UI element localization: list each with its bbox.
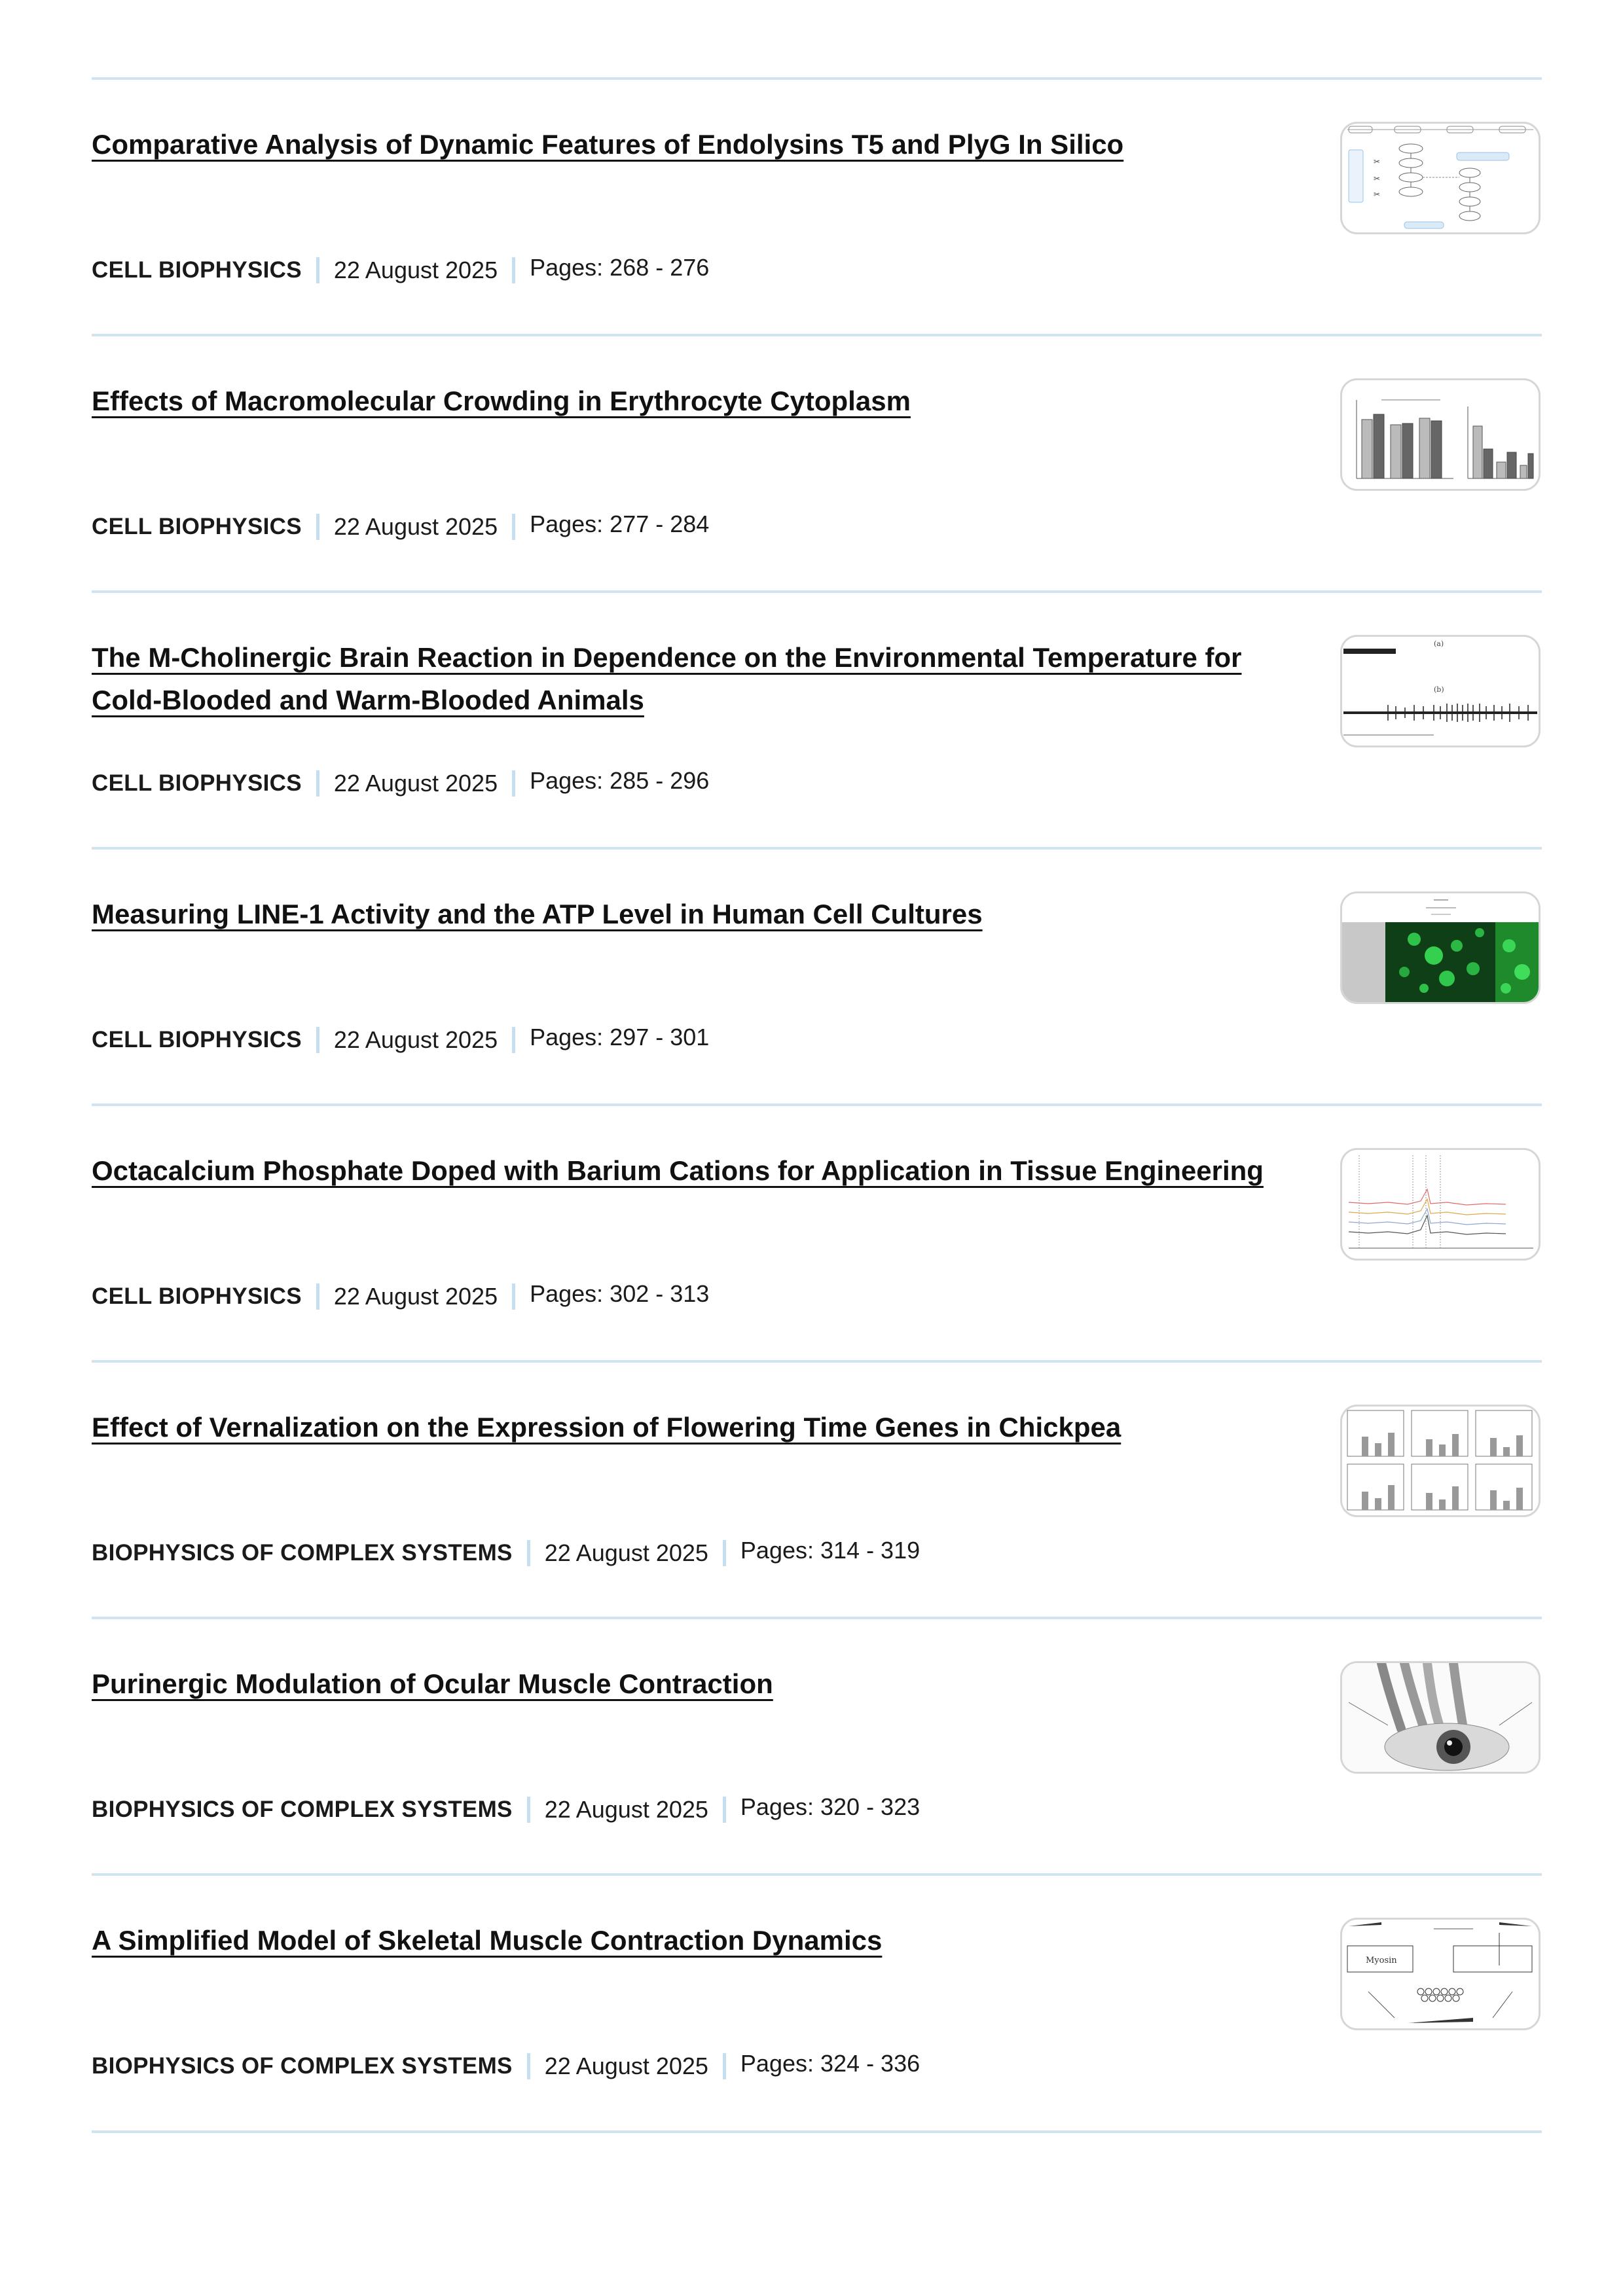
article-meta xyxy=(92,1537,920,1570)
meta-separator xyxy=(527,2053,530,2079)
article-date: 22 August 2025 xyxy=(333,513,498,540)
article-card xyxy=(92,1873,1542,2130)
article-meta xyxy=(92,767,709,800)
meta-separator xyxy=(512,770,515,797)
article-title-link[interactable]: Comparative Analysis of Dynamic Features of Endolysins T5 and PlyG In Silico xyxy=(92,129,1124,160)
article-title-link[interactable]: Octacalcium Phosphate Doped with Barium Cations for Application in Tissue Engineering xyxy=(92,1155,1264,1186)
meta-separator xyxy=(512,257,515,283)
article-section: CELL BIOPHYSICS xyxy=(92,1283,302,1309)
article-pages: Pages: 285 - 296 xyxy=(530,767,710,794)
bar-chart-grid-thumbnail[interactable] xyxy=(1340,1405,1541,1517)
diagram-label: Myosin xyxy=(1366,1956,1397,1965)
xrd-spectrum-thumbnail[interactable] xyxy=(1340,1148,1541,1261)
article-section: BIOPHYSICS OF COMPLEX SYSTEMS xyxy=(92,1540,513,1566)
meta-separator xyxy=(316,257,319,283)
meta-separator xyxy=(527,1797,530,1823)
divider xyxy=(92,2130,1542,2133)
divider xyxy=(92,1103,1542,1106)
article-card xyxy=(92,590,1542,847)
article-pages: Pages: 324 - 336 xyxy=(740,2050,921,2077)
article-title-link[interactable]: Effect of Vernalization on the Expression of Flowering Time Genes in Chickpea xyxy=(92,1412,1122,1443)
meta-separator xyxy=(723,2053,726,2079)
panel-label: (b) xyxy=(1434,685,1444,694)
article-title xyxy=(92,893,1309,935)
svg-text:✂: ✂ xyxy=(1374,190,1381,199)
article-pages: Pages: 302 - 313 xyxy=(530,1280,710,1307)
meta-separator xyxy=(723,1797,726,1823)
meta-separator xyxy=(316,1283,319,1310)
article-section: BIOPHYSICS OF COMPLEX SYSTEMS xyxy=(92,1797,513,1822)
divider xyxy=(92,1617,1542,1619)
article-card xyxy=(92,1617,1542,1873)
divider xyxy=(92,590,1542,593)
meta-separator xyxy=(723,1540,726,1566)
article-section: CELL BIOPHYSICS xyxy=(92,1027,302,1052)
eeg-trace-thumbnail[interactable] xyxy=(1340,635,1541,747)
meta-separator xyxy=(316,770,319,797)
svg-text:✂: ✂ xyxy=(1374,157,1381,166)
meta-separator xyxy=(512,1283,515,1310)
article-pages: Pages: 277 - 284 xyxy=(530,511,710,537)
panel-label: (a) xyxy=(1434,639,1444,648)
article-title xyxy=(92,1406,1309,1448)
article-title-link[interactable]: Measuring LINE-1 Activity and the ATP Level in Human Cell Cultures xyxy=(92,899,983,929)
meta-separator xyxy=(512,514,515,540)
article-meta xyxy=(92,2050,920,2083)
article-date: 22 August 2025 xyxy=(333,1283,498,1310)
article-section: CELL BIOPHYSICS xyxy=(92,257,302,283)
article-date: 22 August 2025 xyxy=(333,770,498,797)
article-pages: Pages: 297 - 301 xyxy=(530,1024,710,1050)
meta-separator xyxy=(316,514,319,540)
article-card xyxy=(92,77,1542,334)
article-date: 22 August 2025 xyxy=(544,1796,708,1823)
fluorescence-microscopy-thumbnail[interactable] xyxy=(1340,891,1541,1004)
divider xyxy=(92,1873,1542,1876)
article-title-link[interactable]: The M-Cholinergic Brain Reaction in Dependence on the Environmental Temperature for Cold-Blooded and Warm-Blooded Animals xyxy=(92,642,1242,715)
article-title-link[interactable]: Purinergic Modulation of Ocular Muscle Contraction xyxy=(92,1668,773,1699)
article-title xyxy=(92,1149,1309,1192)
article-section: CELL BIOPHYSICS xyxy=(92,514,302,539)
article-card xyxy=(92,1360,1542,1617)
muscle-model-diagram-thumbnail[interactable] xyxy=(1340,1918,1541,2030)
article-date: 22 August 2025 xyxy=(333,1026,498,1053)
article-title xyxy=(92,636,1309,721)
article-meta xyxy=(92,1280,709,1313)
svg-text:✂: ✂ xyxy=(1374,174,1381,183)
divider xyxy=(92,77,1542,80)
article-date: 22 August 2025 xyxy=(544,1539,708,1566)
divider xyxy=(92,334,1542,336)
article-section: CELL BIOPHYSICS xyxy=(92,770,302,796)
meta-separator xyxy=(512,1027,515,1053)
bar-chart-thumbnail[interactable] xyxy=(1340,378,1541,491)
divider xyxy=(92,1360,1542,1363)
flow-diagram-thumbnail[interactable] xyxy=(1340,122,1541,234)
article-card xyxy=(92,1103,1542,1360)
article-title xyxy=(92,1919,1309,1962)
article-meta xyxy=(92,254,709,287)
meta-separator xyxy=(527,1540,530,1566)
article-title xyxy=(92,1662,1309,1705)
article-pages: Pages: 314 - 319 xyxy=(740,1537,921,1564)
article-title-link[interactable]: A Simplified Model of Skeletal Muscle Contraction Dynamics xyxy=(92,1925,883,1956)
article-title xyxy=(92,380,1309,422)
article-meta xyxy=(92,1793,920,1826)
article-card xyxy=(92,334,1542,590)
meta-separator xyxy=(316,1027,319,1053)
article-date: 22 August 2025 xyxy=(544,2053,708,2079)
article-date: 22 August 2025 xyxy=(333,257,498,283)
article-meta xyxy=(92,1024,709,1056)
article-title-link[interactable]: Effects of Macromolecular Crowding in Erythrocyte Cytoplasm xyxy=(92,386,911,416)
divider xyxy=(92,847,1542,850)
article-pages: Pages: 268 - 276 xyxy=(530,254,710,281)
article-card xyxy=(92,847,1542,1103)
eye-muscle-illustration-thumbnail[interactable] xyxy=(1340,1661,1541,1774)
article-pages: Pages: 320 - 323 xyxy=(740,1793,921,1820)
article-section: BIOPHYSICS OF COMPLEX SYSTEMS xyxy=(92,2053,513,2079)
article-meta xyxy=(92,511,709,543)
article-title xyxy=(92,123,1309,166)
